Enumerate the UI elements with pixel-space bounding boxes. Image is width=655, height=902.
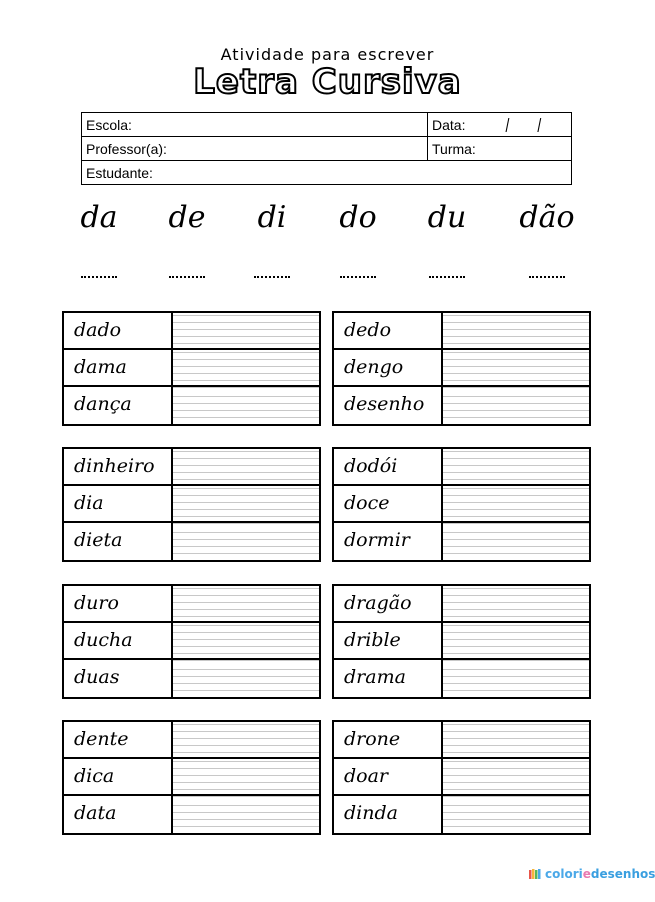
syllable-item [232, 198, 312, 280]
word-label: dormir [334, 523, 443, 560]
logo-text-part3: desenhos [590, 867, 655, 881]
word-label: dedo [334, 313, 443, 348]
syllable-text: de [168, 200, 206, 235]
date-separators: / / [505, 113, 542, 136]
writing-lines[interactable] [443, 759, 589, 794]
syllable-item [407, 198, 487, 280]
syllable-row [0, 198, 655, 288]
writing-lines[interactable] [173, 387, 319, 424]
word-row [334, 523, 589, 560]
student-info-form [81, 112, 572, 185]
word-label: doce [334, 486, 443, 521]
word-row [64, 449, 319, 486]
word-row [64, 313, 319, 350]
word-row [334, 623, 589, 660]
syllable-item [59, 198, 139, 280]
syllable-item [507, 198, 587, 280]
tracing-dots [169, 276, 205, 280]
word-row [64, 350, 319, 387]
word-block [332, 311, 591, 426]
writing-lines[interactable] [173, 722, 319, 757]
school-label: Escola: [86, 116, 132, 133]
tracing-dots [529, 276, 565, 280]
writing-lines[interactable] [173, 350, 319, 385]
tracing-dots [429, 276, 465, 280]
word-row [334, 449, 589, 486]
worksheet-subtitle: Atividade para escrever [220, 45, 435, 64]
logo-text-part1: colori [545, 867, 583, 881]
word-label: dengo [334, 350, 443, 385]
word-block [332, 447, 591, 562]
word-label: dodói [334, 449, 443, 484]
worksheet-title: Letra Cursiva [193, 62, 462, 102]
word-row [334, 586, 589, 623]
site-logo [528, 866, 655, 881]
teacher-label: Professor(a): [86, 140, 167, 157]
logo-text-part2: e [582, 867, 591, 881]
writing-lines[interactable] [173, 623, 319, 658]
word-label: dado [64, 313, 173, 348]
class-field[interactable] [428, 137, 572, 161]
word-row [334, 722, 589, 759]
writing-lines[interactable] [443, 796, 589, 833]
word-label: dragão [334, 586, 443, 621]
word-row [64, 523, 319, 560]
word-label: dieta [64, 523, 173, 560]
crayon-icon [528, 866, 542, 880]
student-label: Estudante: [86, 164, 153, 181]
word-block [62, 311, 321, 426]
student-field[interactable] [82, 161, 572, 185]
writing-lines[interactable] [173, 486, 319, 521]
writing-lines[interactable] [443, 623, 589, 658]
word-row [334, 660, 589, 697]
word-label: drama [334, 660, 443, 697]
writing-lines[interactable] [443, 486, 589, 521]
word-row [334, 759, 589, 796]
word-block [62, 447, 321, 562]
word-row [64, 796, 319, 833]
word-row [334, 387, 589, 424]
writing-lines[interactable] [443, 660, 589, 697]
word-row [334, 350, 589, 387]
writing-lines[interactable] [173, 586, 319, 621]
date-label: Data: [432, 116, 466, 133]
tracing-dots [340, 276, 376, 280]
writing-lines[interactable] [443, 523, 589, 560]
writing-lines[interactable] [173, 523, 319, 560]
word-row [64, 623, 319, 660]
class-label: Turma: [432, 140, 476, 157]
writing-lines[interactable] [173, 759, 319, 794]
syllable-item [147, 198, 227, 280]
word-label: ducha [64, 623, 173, 658]
word-row [64, 486, 319, 523]
teacher-field[interactable] [82, 137, 428, 161]
word-label: dança [64, 387, 173, 424]
word-label: desenho [334, 387, 443, 424]
word-label: dama [64, 350, 173, 385]
syllable-text: dão [519, 200, 575, 235]
word-label: drible [334, 623, 443, 658]
writing-lines[interactable] [443, 387, 589, 424]
writing-lines[interactable] [443, 313, 589, 348]
word-label: drone [334, 722, 443, 757]
word-label: dente [64, 722, 173, 757]
word-row [64, 759, 319, 796]
syllable-text: di [257, 200, 287, 235]
word-label: dia [64, 486, 173, 521]
word-block [62, 720, 321, 835]
syllable-item [318, 198, 398, 280]
date-field[interactable] [428, 113, 572, 137]
word-row [64, 722, 319, 759]
tracing-dots [81, 276, 117, 280]
writing-lines[interactable] [443, 350, 589, 385]
syllable-text: do [339, 200, 377, 235]
writing-lines[interactable] [173, 449, 319, 484]
writing-lines[interactable] [173, 313, 319, 348]
word-row [64, 387, 319, 424]
school-field[interactable] [82, 113, 428, 137]
word-label: dica [64, 759, 173, 794]
word-block [62, 584, 321, 699]
word-block [332, 584, 591, 699]
word-label: duas [64, 660, 173, 697]
word-row [334, 313, 589, 350]
word-row [64, 586, 319, 623]
writing-lines[interactable] [443, 449, 589, 484]
word-row [64, 660, 319, 697]
writing-lines[interactable] [173, 796, 319, 833]
word-block [332, 720, 591, 835]
word-label: data [64, 796, 173, 833]
syllable-text: du [427, 200, 467, 235]
word-label: dinheiro [64, 449, 173, 484]
tracing-dots [254, 276, 290, 280]
writing-lines[interactable] [173, 660, 319, 697]
writing-lines[interactable] [443, 586, 589, 621]
word-label: duro [64, 586, 173, 621]
word-row [334, 486, 589, 523]
syllable-text: da [80, 200, 118, 235]
word-label: dinda [334, 796, 443, 833]
word-row [334, 796, 589, 833]
writing-lines[interactable] [443, 722, 589, 757]
word-label: doar [334, 759, 443, 794]
